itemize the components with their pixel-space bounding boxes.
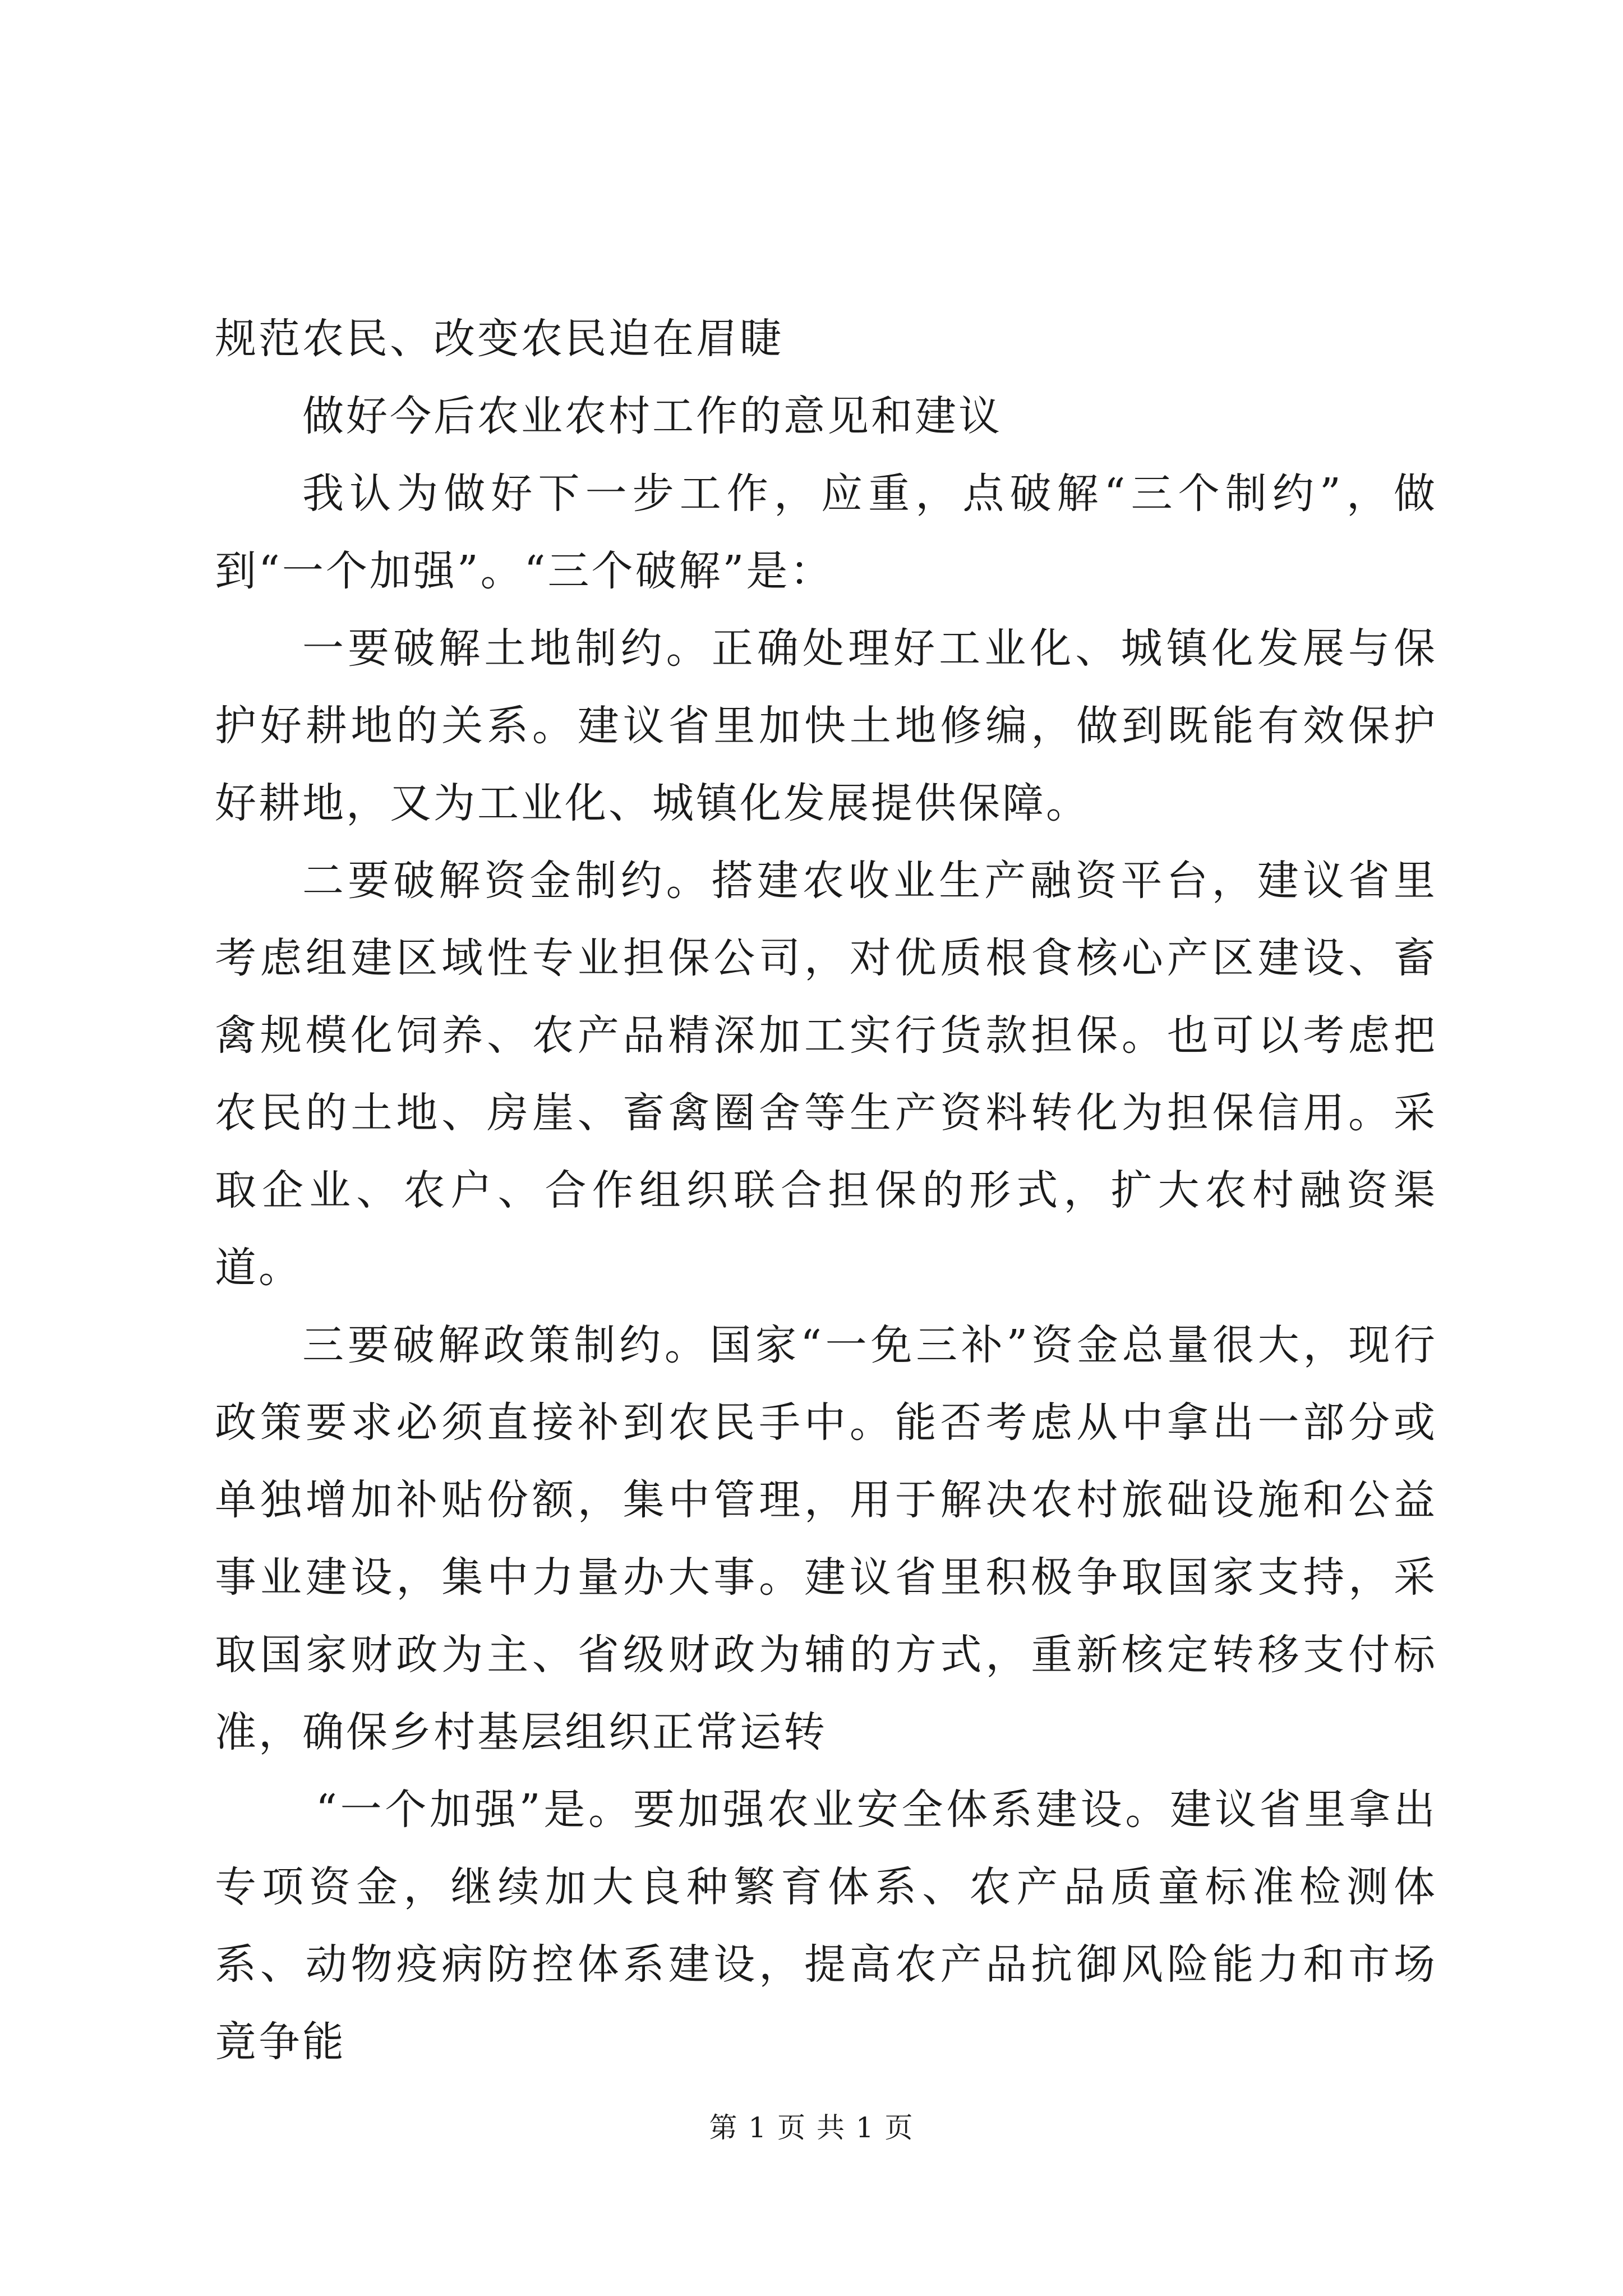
document-body [215, 300, 1437, 2081]
paragraph-1: 规范农民、改变农民迫在眉睫 [215, 315, 783, 363]
page-footer: 第 1 页 共 1 页 [709, 2111, 914, 2144]
paragraph-5: 二要破解资金制约。搭建农收业生产融资平台，建议省里考虑组建区域性专业担保公司，对优质根食核心产区建设、畜禽规模化饲养、农产品精深加工实行货款担保。也可以考虑把农民的土地、房崖、畜禽圈舍等生产资料转化为担保信用。采取企业、农户、合作组织联合担保的形式，扩大农村融资渠道。 [215, 857, 1437, 1292]
paragraph-3: 我认为做好下一步工作，应重，点破解“三个制约”，做到“一个加强”。“三个破解”是： [215, 470, 1437, 595]
paragraph-6: 三要破解政策制约。国家“一免三补”资金总量很大，现行政策要求必须直接补到农民手中。能否考虑从中拿出一部分或单独增加补贴份额，集中管理，用于解决农村旅础设施和公益事业建设，集中力量办大事。建议省里积极争取国家支持，采取国家财政为主、省级财政为辅的方式，重新核定转移支付标准，确保乡村基层组织正常运转 [215, 1321, 1437, 1756]
paragraph-2: 做好今后农业农村工作的意见和建议 [302, 392, 1002, 440]
paragraph-7: “一个加强”是。要加强农业安全体系建设。建议省里拿出专项资金，继续加大良种繁育体系、农产品质童标准检测体系、动物疫病防控体系建设，提高农产品抗御风险能力和市场竟争能 [215, 1786, 1437, 2066]
paragraph-4: 一要破解土地制约。正确处理好工业化、城镇化发展与保护好耕地的关系。建议省里加快土地修编，做到既能有效保护好耕地，又为工业化、城镇化发展提供保障。 [215, 624, 1437, 827]
